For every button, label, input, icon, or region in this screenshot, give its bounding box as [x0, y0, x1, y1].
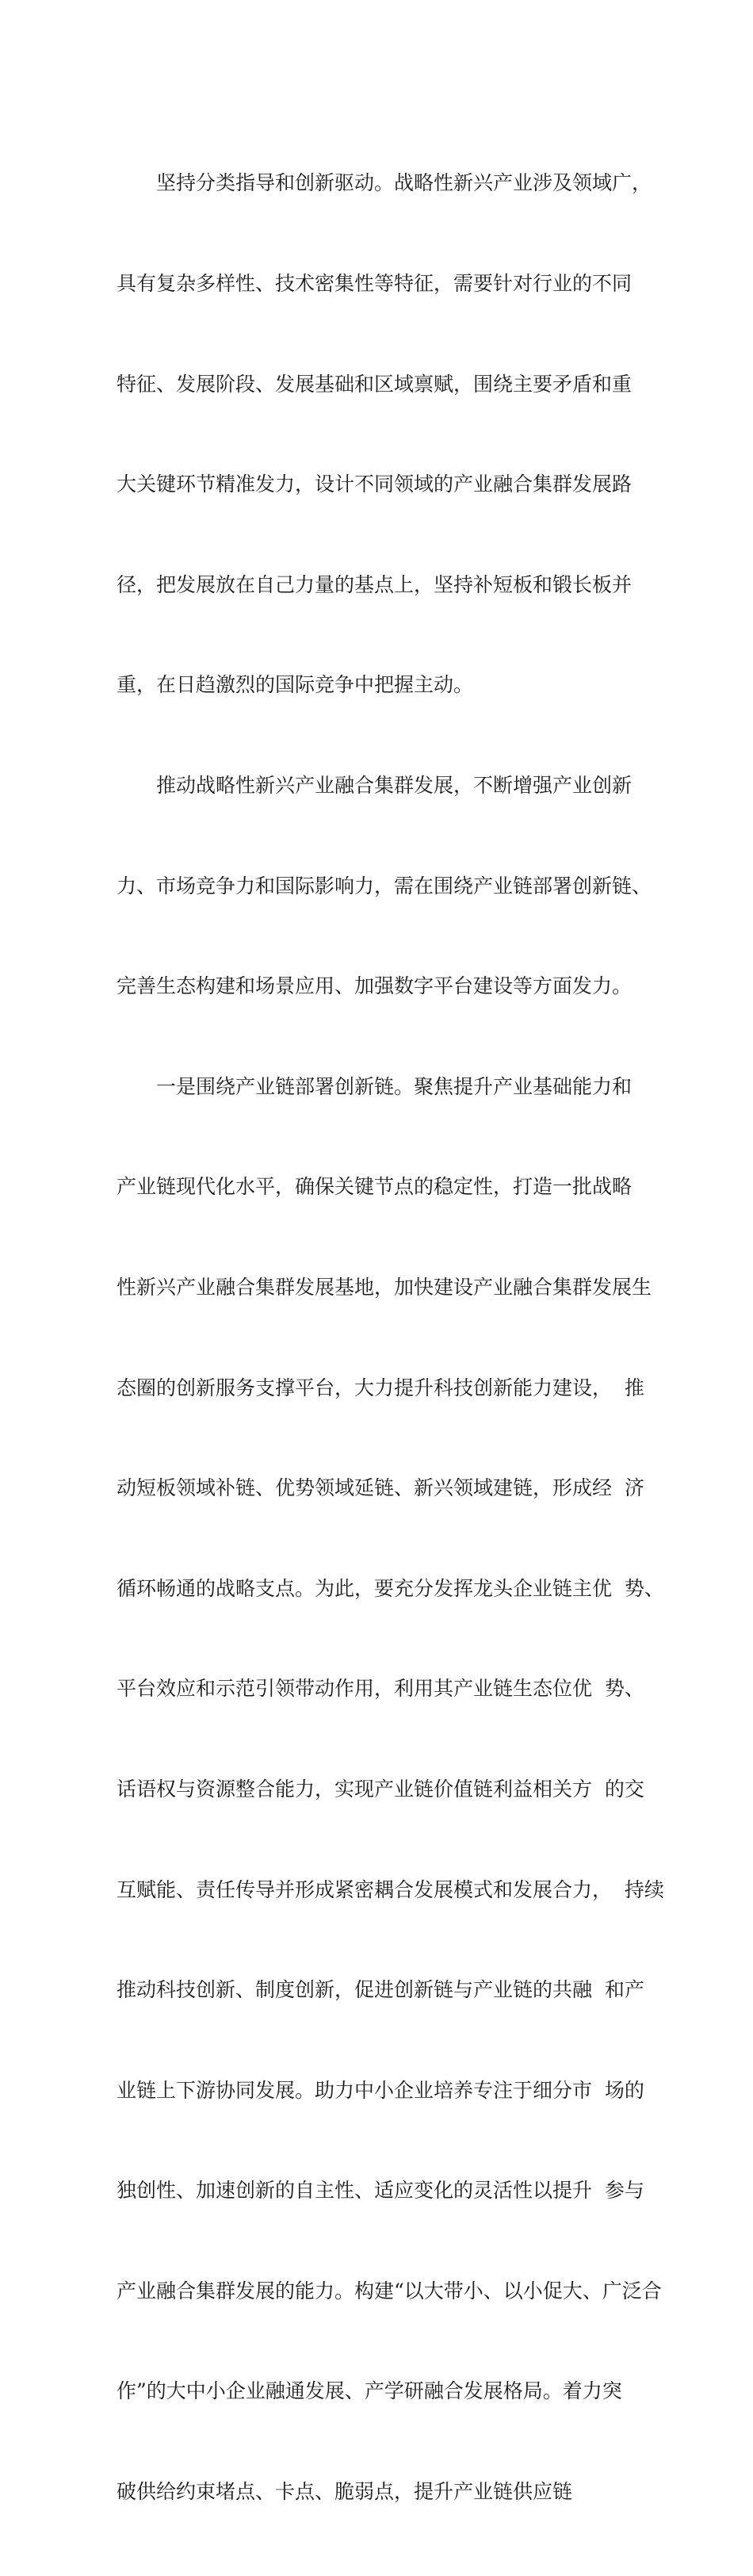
body-text	[117, 100, 671, 2576]
text-line: 动短板领域补链、优势领域延链、新兴领域建链，形成经 济	[117, 1476, 644, 1500]
text-line: 重，在日趋激烈的国际竞争中把握主动。	[117, 673, 474, 697]
text-line: 推动战略性新兴产业融合集群发展，不断增强产业创新	[117, 773, 633, 797]
text-line: 循环畅通的战略支点。为此，要充分发挥龙头企业链主优 势、	[117, 1576, 664, 1600]
text-line: 业链上下游协同发展。助力中小企业培养专注于细分市 场的	[117, 2078, 644, 2102]
text-line: 力、市场竞争力和国际影响力，需在围绕产业链部署创新链、	[117, 874, 652, 898]
text-line: 互赋能、责任传导并形成紧密耦合发展模式和发展合力， 持续	[117, 1877, 664, 1901]
text-line: 产业链现代化水平，确保关键节点的稳定性，打造一批战略	[117, 1175, 633, 1199]
text-line: 推动科技创新、制度创新，促进创新链与产业链的共融 和产	[117, 1978, 644, 2002]
text-line: 破供给约束堵点、卡点、脆弱点，提升产业链供应链	[117, 2480, 573, 2504]
text-line: 作”的大中小企业融通发展、产学研融合发展格局。着力突	[117, 2379, 622, 2403]
text-line: 独创性、加速创新的自主性、适应变化的灵活性以提升 参与	[117, 2179, 644, 2203]
text-line: 话语权与资源整合能力，实现产业链价值链利益相关方 的交	[117, 1777, 644, 1801]
text-line: 态圈的创新服务支撑平台，大力提升科技创新能力建设， 推	[117, 1376, 644, 1399]
text-line: 一是围绕产业链部署创新链。聚焦提升产业基础能力和	[117, 1074, 633, 1098]
text-line: 性新兴产业融合集群发展基地，加快建设产业融合集群发展生	[117, 1275, 652, 1299]
text-line: 径，把发展放在自己力量的基点上，坚持补短板和锻长板并	[117, 572, 633, 596]
text-line: 完善生态构建和场景应用、加强数字平台建设等方面发力。	[117, 974, 633, 998]
text-line: 特征、发展阶段、发展基础和区域禀赋，围绕主要矛盾和重	[117, 372, 633, 396]
text-line: 大关键环节精准发力，设计不同领域的产业融合集群发展路	[117, 473, 633, 496]
text-line: 具有复杂多样性、技术密集性等特征，需要针对行业的不同	[117, 272, 633, 295]
text-line: 坚持分类指导和创新驱动。战略性新兴产业涉及领域广，	[117, 171, 652, 195]
text-line: 平台效应和示范引领带动作用，利用其产业链生态位优 势、	[117, 1677, 644, 1701]
text-line: 产业融合集群发展的能力。构建“以大带小、以小促大、广泛合	[117, 2279, 662, 2302]
